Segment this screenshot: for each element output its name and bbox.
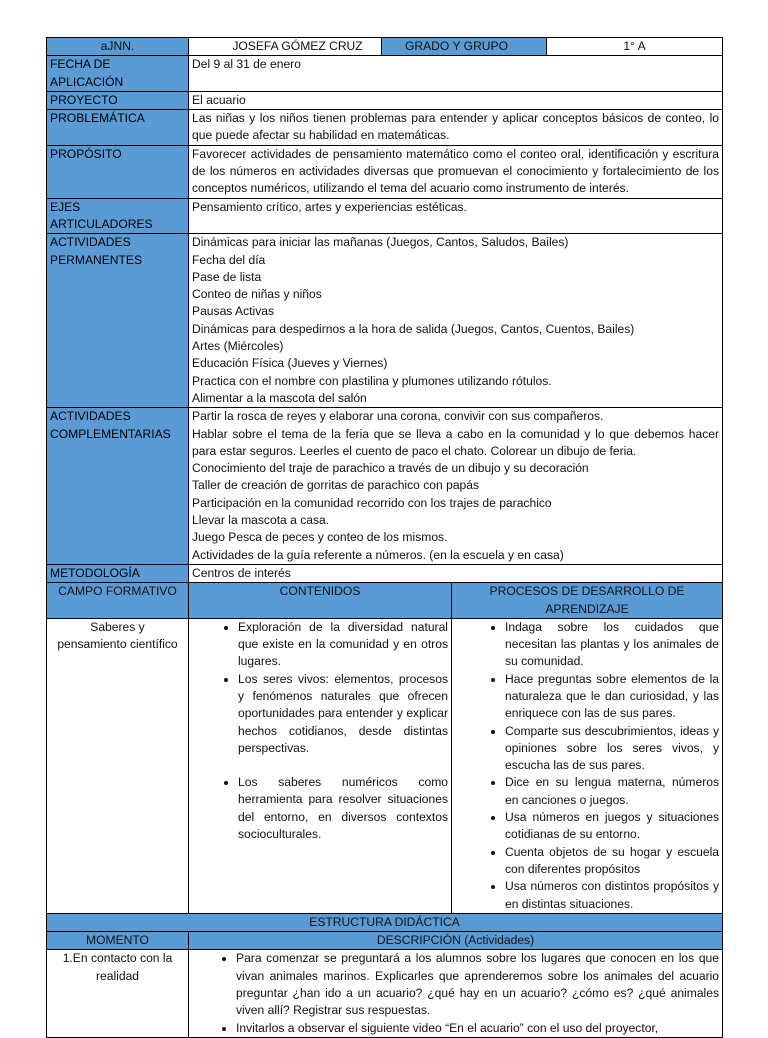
permanentes-label-line-1: ACTIVIDADES <box>50 235 131 250</box>
proceso-item: • Indaga sobre los cuidados que necesitan las plantas y los animales de su comunidad. <box>505 619 719 671</box>
momento-line-1: 1.En contacto con la <box>62 951 173 966</box>
estructura-header-row <box>47 932 723 950</box>
proceso-item: • Dice en su lengua materna, números en canciones o juegos. <box>505 774 719 809</box>
ejes-value: Pensamiento crítico, artes y experiencias estéticas. <box>189 198 723 234</box>
complementarias-item: Conocimiento del traje de parachico a través de un dibujo y su decoración <box>192 461 589 476</box>
proposito-label: PROPÓSITO <box>47 145 189 198</box>
proceso-item: • Comparte sus descubrimientos, ideas y opiniones sobre los seres vivos, y escucha las de sus pares. <box>505 723 719 775</box>
ejes-label: EJES ARTICULADORES <box>47 198 189 234</box>
momento-line-2: realidad <box>95 968 140 983</box>
descripcion-cell <box>189 950 723 1037</box>
estructura-row <box>47 950 723 1037</box>
row-permanentes <box>47 234 723 408</box>
problematica-label: PROBLEMÁTICA <box>47 110 189 146</box>
proceso-item: • Usa números en juegos y situaciones cotidianas de su entorno. <box>505 809 719 844</box>
momento-cell <box>47 950 189 1037</box>
complementarias-item: Juego Pesca de peces y conteo de los mismos. <box>192 530 448 545</box>
permanentes-item: Pausas Activas <box>192 304 275 319</box>
planning-table <box>46 37 723 1038</box>
momento-header: MOMENTO <box>47 932 189 950</box>
contenido-item: • Exploración de la diversidad natural que existe en la comunidad y en otros lugares. <box>238 619 448 671</box>
problematica-value: Las niñas y los niños tienen problemas para entender y aplicar conceptos básicos de conteo, lo que puede afectar su habilidad en matemáticas. <box>189 110 723 146</box>
estructura-title-row <box>47 913 723 931</box>
permanentes-item: Fecha del día <box>192 252 266 267</box>
complementarias-label-line-1: ACTIVIDADES <box>50 409 131 424</box>
list-spacer <box>238 757 448 774</box>
row-proposito <box>47 145 723 198</box>
descripcion-header: DESCRIPCIÓN (Actividades) <box>189 932 723 950</box>
permanentes-item: Pase de lista <box>192 269 262 284</box>
descripcion-item: • Para comenzar se preguntará a los alumnos sobre los lugares que conocen en los que vivan animales marinos. Explicarles que aprenderemos sobre los animales del acuario preguntar ¿han ido a un acuario? ¿qué hay en un acuario? ¿cómo es? ¿qué animales viven allí? Registrar sus respuestas. <box>236 950 719 1019</box>
permanentes-item: Educación Física (Jueves y Viernes) <box>192 356 388 371</box>
permanentes-list <box>189 234 723 408</box>
complementarias-item: Partir la rosca de reyes y elaborar una corona, convivir con sus compañeros. <box>192 409 604 424</box>
proceso-item: • Hace preguntas sobre elementos de la naturaleza que le dan curiosidad, y las enriquece con las de sus pares. <box>505 671 719 723</box>
row-complementarias <box>47 408 723 565</box>
proyecto-value: El acuario <box>189 91 723 109</box>
contenidos-list <box>192 619 448 844</box>
campo-formativo-line-2: pensamiento científico <box>57 637 178 652</box>
permanentes-item: Dinámicas para despedirnos a la hora de salida (Juegos, Cantos, Cuentos, Bailes) <box>192 321 635 336</box>
header-row <box>47 38 723 56</box>
grade-group-label: GRADO Y GRUPO <box>382 38 547 56</box>
teacher-name: JOSEFA GÓMEZ CRUZ <box>189 38 382 56</box>
row-problematica <box>47 110 723 146</box>
school-code: aJNN. <box>47 38 189 56</box>
complementarias-list <box>189 408 723 565</box>
metodologia-label: METODOLOGÍA <box>47 564 189 582</box>
contenido-item: • Los saberes numéricos como herramienta para resolver situaciones del entorno, en diversos contextos socioculturales. <box>238 774 448 843</box>
permanentes-label-line-2: PERMANENTES <box>50 252 143 267</box>
estructura-title: ESTRUCTURA DIDÁCTICA <box>47 913 723 931</box>
permanentes-item: Artes (Miércoles) <box>192 339 284 354</box>
complementarias-item: Actividades de la guía referente a números. (en la escuela y en casa) <box>192 547 564 562</box>
descripcion-item: • Invitarlos a observar el siguiente video “En el acuario” con el uso del proyector, <box>236 1020 719 1037</box>
permanentes-label <box>47 234 189 408</box>
contenidos-header: CONTENIDOS <box>189 583 452 619</box>
campo-formativo-header: CAMPO FORMATIVO <box>47 583 189 619</box>
proposito-value: Favorecer actividades de pensamiento matemático como el conteo oral, identificación y escritura de los números en actividades diversas que promuevan el conocimiento y fortalecimiento de los conceptos numéricos, utilizando el tema del acuario como instrumento de interés. <box>189 145 723 198</box>
fecha-value: Del 9 al 31 de enero <box>189 56 723 92</box>
proceso-item: • Usa números con distintos propósitos y en distintas situaciones. <box>505 878 719 913</box>
procesos-list <box>455 619 719 913</box>
campo-formativo-cell <box>47 618 189 913</box>
campo-row <box>47 618 723 913</box>
campo-formativo-line-1: Saberes y <box>90 619 145 634</box>
complementarias-item: Hablar sobre el tema de la feria que se lleva a cabo en la comunidad y lo que debemos hacer para estar seguros. Leerles el cuento de paco el chato. Colorear un dibujo de feria. <box>192 426 720 458</box>
procesos-cell <box>452 618 723 913</box>
contenido-item: • Los seres vivos: elementos, procesos y fenómenos naturales que ofrecen oportunidades para entender y explicar hechos cotidianos, desde distintas perspectivas. <box>238 671 448 757</box>
fecha-label: FECHA DE APLICACIÓN <box>47 56 189 92</box>
planning-document <box>46 37 722 1038</box>
permanentes-item: Practica con el nombre con plastilina y plumones utilizando rótulos. <box>192 373 552 388</box>
permanentes-item: Dinámicas para iniciar las mañanas (Juegos, Cantos, Saludos, Bailes) <box>192 235 569 250</box>
complementarias-label-line-2: COMPLEMENTARIAS <box>50 426 171 441</box>
campo-header-row <box>47 583 723 619</box>
complementarias-item: Taller de creación de gorritas de parachico con papás <box>192 478 480 493</box>
proyecto-label: PROYECTO <box>47 91 189 109</box>
permanentes-item: Alimentar a la mascota del salón <box>192 390 367 405</box>
complementarias-label <box>47 408 189 565</box>
row-ejes <box>47 198 723 234</box>
contenidos-cell <box>189 618 452 913</box>
grade-group-value: 1° A <box>547 38 723 56</box>
complementarias-item: Llevar la mascota a casa. <box>192 513 330 528</box>
complementarias-item: Participación en la comunidad recorrido con los trajes de parachico <box>192 495 552 510</box>
metodologia-value: Centros de interés <box>189 564 723 582</box>
permanentes-item: Conteo de niñas y niños <box>192 287 322 302</box>
row-fecha <box>47 56 723 92</box>
procesos-header: PROCESOS DE DESARROLLO DE APRENDIZAJE <box>452 583 723 619</box>
row-proyecto <box>47 91 723 109</box>
row-metodologia <box>47 564 723 582</box>
proceso-item: • Cuenta objetos de su hogar y escuela con diferentes propósitos <box>505 844 719 879</box>
